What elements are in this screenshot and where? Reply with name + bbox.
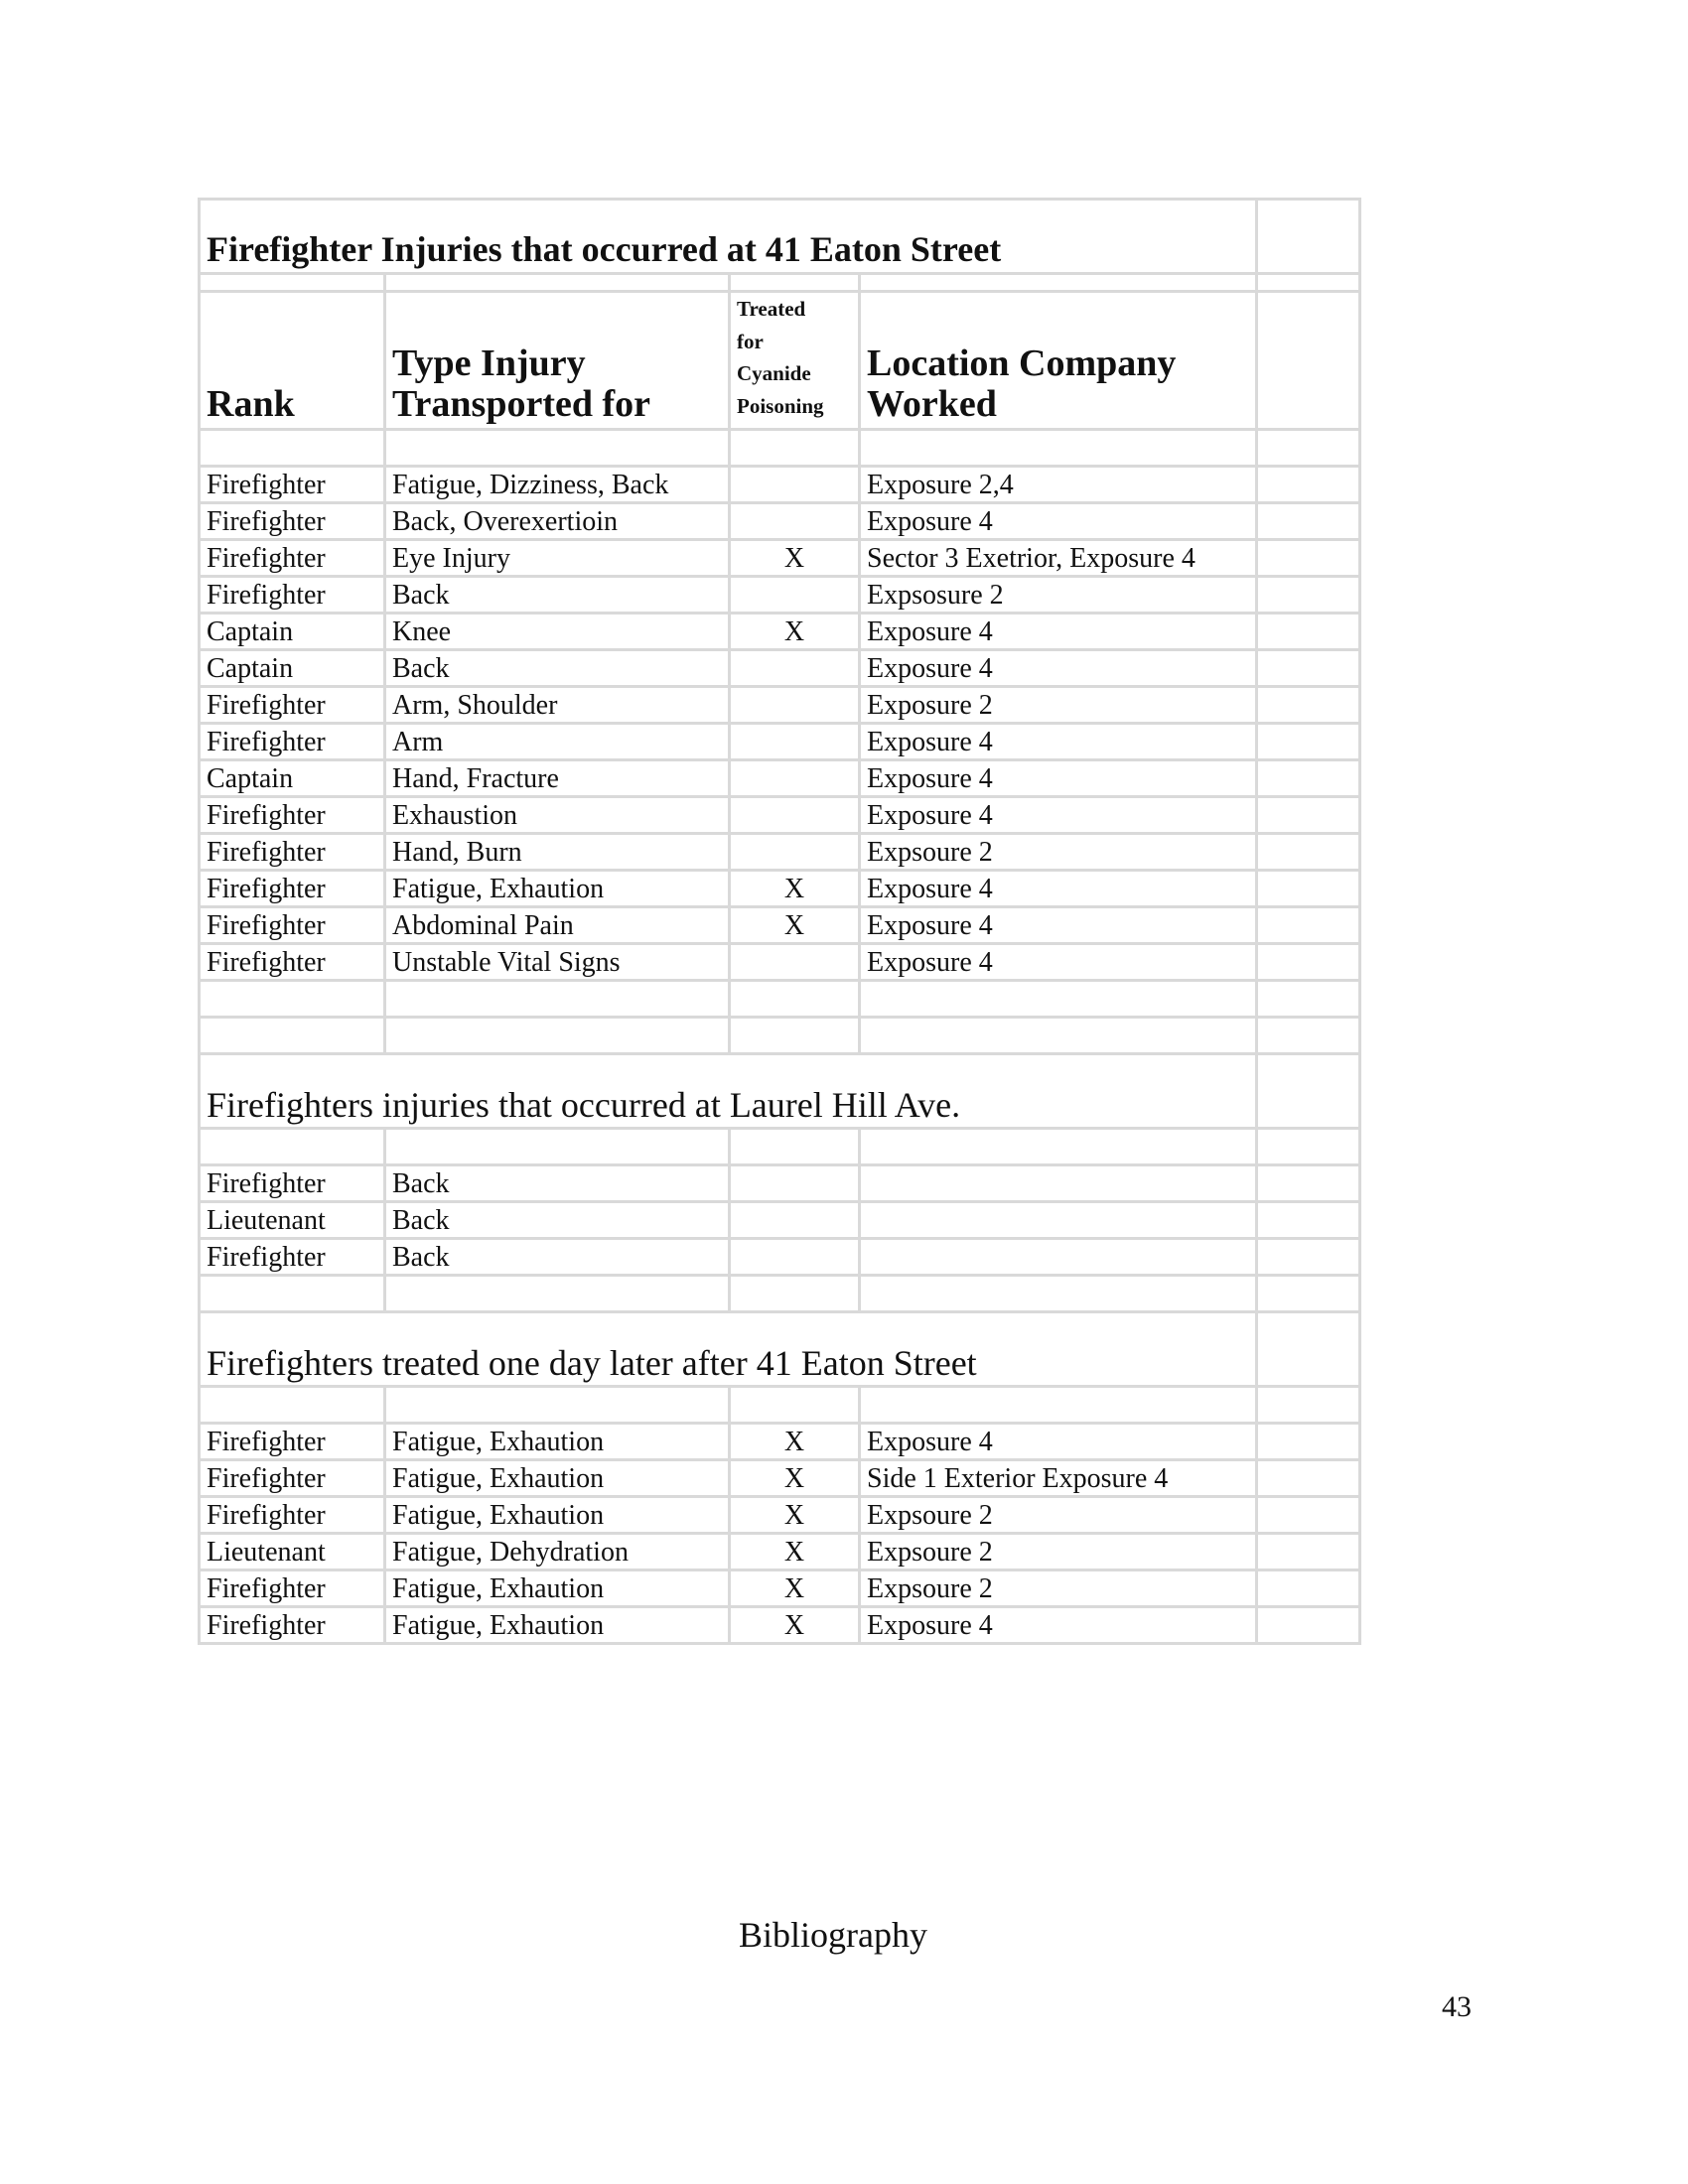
empty-cell xyxy=(1257,274,1360,292)
empty-row xyxy=(200,1387,1360,1424)
table-row xyxy=(200,1570,1360,1607)
table-row xyxy=(200,944,1360,981)
table-row xyxy=(200,1460,1360,1497)
table-row xyxy=(200,687,1360,724)
header-line: for xyxy=(737,329,764,353)
empty-cell xyxy=(1257,200,1360,274)
injury-cell: Knee xyxy=(385,614,730,650)
empty-cell xyxy=(730,430,860,467)
location-cell: Exposure 4 xyxy=(860,944,1257,981)
empty-row xyxy=(200,430,1360,467)
empty-cell xyxy=(1257,834,1360,871)
location-cell xyxy=(860,1239,1257,1276)
empty-cell xyxy=(200,981,385,1018)
empty-cell xyxy=(1257,1202,1360,1239)
injury-table xyxy=(198,198,1361,1645)
table-row xyxy=(200,724,1360,760)
rank-cell: Firefighter xyxy=(200,1460,385,1497)
injury-cell: Hand, Fracture xyxy=(385,760,730,797)
rank-cell: Lieutenant xyxy=(200,1202,385,1239)
cyanide-cell: X xyxy=(730,1607,860,1644)
injury-cell: Arm, Shoulder xyxy=(385,687,730,724)
table-row xyxy=(200,834,1360,871)
empty-row xyxy=(200,981,1360,1018)
empty-cell xyxy=(730,1276,860,1312)
empty-cell xyxy=(730,981,860,1018)
rank-cell: Firefighter xyxy=(200,1607,385,1644)
injury-cell: Abdominal Pain xyxy=(385,907,730,944)
rank-cell: Firefighter xyxy=(200,834,385,871)
empty-cell xyxy=(860,1129,1257,1165)
empty-cell xyxy=(200,274,385,292)
empty-cell xyxy=(1257,1239,1360,1276)
injury-cell: Back, Overexertioin xyxy=(385,503,730,540)
rank-cell: Firefighter xyxy=(200,1570,385,1607)
location-cell: Expsoure 2 xyxy=(860,834,1257,871)
header-line: Poisoning xyxy=(737,393,824,418)
empty-cell xyxy=(1257,1387,1360,1424)
location-cell: Exposure 4 xyxy=(860,1424,1257,1460)
rank-cell: Captain xyxy=(200,650,385,687)
rank-cell: Captain xyxy=(200,614,385,650)
rank-cell: Firefighter xyxy=(200,724,385,760)
empty-cell xyxy=(1257,760,1360,797)
table-row xyxy=(200,614,1360,650)
empty-cell xyxy=(1257,1312,1360,1387)
rank-cell: Captain xyxy=(200,760,385,797)
empty-cell xyxy=(1257,1165,1360,1202)
empty-cell xyxy=(1257,1497,1360,1534)
location-cell: Exposure 4 xyxy=(860,797,1257,834)
injury-cell: Exhaustion xyxy=(385,797,730,834)
cyanide-cell: X xyxy=(730,871,860,907)
empty-cell xyxy=(1257,577,1360,614)
rank-cell: Firefighter xyxy=(200,503,385,540)
cyanide-cell xyxy=(730,1239,860,1276)
empty-cell xyxy=(1257,1460,1360,1497)
injury-cell: Fatigue, Dehydration xyxy=(385,1534,730,1570)
location-cell: Exposure 4 xyxy=(860,503,1257,540)
cyanide-cell xyxy=(730,1202,860,1239)
empty-cell xyxy=(385,274,730,292)
empty-cell xyxy=(860,1387,1257,1424)
empty-cell xyxy=(1257,871,1360,907)
section-title-row xyxy=(200,1312,1360,1387)
empty-cell xyxy=(730,1129,860,1165)
empty-cell xyxy=(860,1276,1257,1312)
table-row xyxy=(200,1424,1360,1460)
header-cyanide xyxy=(730,292,860,430)
cyanide-cell xyxy=(730,467,860,503)
injury-cell: Fatigue, Exhaution xyxy=(385,1460,730,1497)
location-cell: Expsoure 2 xyxy=(860,1570,1257,1607)
cyanide-cell: X xyxy=(730,1424,860,1460)
injury-cell: Fatigue, Exhaution xyxy=(385,871,730,907)
cyanide-cell xyxy=(730,650,860,687)
section-title-row xyxy=(200,200,1360,274)
injury-cell: Back xyxy=(385,577,730,614)
table-row xyxy=(200,797,1360,834)
injury-cell: Back xyxy=(385,1202,730,1239)
rank-cell: Firefighter xyxy=(200,871,385,907)
header-rank: Rank xyxy=(200,292,385,430)
empty-cell xyxy=(385,981,730,1018)
location-cell: Exposure 4 xyxy=(860,1607,1257,1644)
table-row xyxy=(200,871,1360,907)
empty-row xyxy=(200,1276,1360,1312)
table-row xyxy=(200,1239,1360,1276)
empty-cell xyxy=(200,1387,385,1424)
rank-cell: Firefighter xyxy=(200,577,385,614)
cyanide-cell: X xyxy=(730,540,860,577)
location-cell: Expsosure 2 xyxy=(860,577,1257,614)
cyanide-cell: X xyxy=(730,614,860,650)
cyanide-cell xyxy=(730,577,860,614)
empty-cell xyxy=(385,1387,730,1424)
injury-cell: Fatigue, Exhaution xyxy=(385,1497,730,1534)
cyanide-cell: X xyxy=(730,1534,860,1570)
location-cell: Exposure 4 xyxy=(860,650,1257,687)
location-cell xyxy=(860,1202,1257,1239)
empty-cell xyxy=(1257,724,1360,760)
rank-cell: Firefighter xyxy=(200,687,385,724)
empty-cell xyxy=(200,1129,385,1165)
empty-cell xyxy=(860,981,1257,1018)
header-line: Treated xyxy=(737,297,806,321)
injury-cell: Fatigue, Exhaution xyxy=(385,1607,730,1644)
table-row xyxy=(200,1202,1360,1239)
empty-cell xyxy=(1257,1534,1360,1570)
injury-cell: Fatigue, Dizziness, Back xyxy=(385,467,730,503)
empty-cell xyxy=(730,1387,860,1424)
empty-cell xyxy=(1257,614,1360,650)
empty-cell xyxy=(730,1018,860,1054)
empty-cell xyxy=(200,430,385,467)
empty-cell xyxy=(1257,1129,1360,1165)
empty-cell xyxy=(860,274,1257,292)
table-row xyxy=(200,577,1360,614)
location-cell xyxy=(860,1165,1257,1202)
empty-cell xyxy=(1257,430,1360,467)
empty-cell xyxy=(1257,467,1360,503)
header-line: Cyanide xyxy=(737,361,811,386)
section-title: Firefighter Injuries that occurred at 41 Eaton Street xyxy=(200,200,1257,274)
section-title: Firefighters treated one day later after 41 Eaton Street xyxy=(200,1312,1257,1387)
header-location xyxy=(860,292,1257,430)
rank-cell: Firefighter xyxy=(200,1424,385,1460)
empty-cell xyxy=(860,1018,1257,1054)
header-line: Type Injury xyxy=(392,341,586,384)
rank-cell: Firefighter xyxy=(200,1165,385,1202)
cyanide-cell: X xyxy=(730,1570,860,1607)
table-row xyxy=(200,467,1360,503)
table-row xyxy=(200,1497,1360,1534)
empty-row xyxy=(200,1018,1360,1054)
table-row xyxy=(200,1607,1360,1644)
empty-row xyxy=(200,274,1360,292)
cyanide-cell xyxy=(730,724,860,760)
location-cell: Exposure 2 xyxy=(860,687,1257,724)
location-cell: Expsoure 2 xyxy=(860,1534,1257,1570)
cyanide-cell xyxy=(730,797,860,834)
section-title-row xyxy=(200,1054,1360,1129)
cyanide-cell xyxy=(730,944,860,981)
empty-cell xyxy=(1257,503,1360,540)
cyanide-cell: X xyxy=(730,907,860,944)
cyanide-cell: X xyxy=(730,1497,860,1534)
rank-cell: Lieutenant xyxy=(200,1534,385,1570)
injury-cell: Back xyxy=(385,650,730,687)
cyanide-cell xyxy=(730,503,860,540)
empty-cell xyxy=(1257,797,1360,834)
location-cell: Sector 3 Exetrior, Exposure 4 xyxy=(860,540,1257,577)
table-row xyxy=(200,760,1360,797)
location-cell: Exposure 4 xyxy=(860,871,1257,907)
location-cell: Expsoure 2 xyxy=(860,1497,1257,1534)
empty-cell xyxy=(1257,1018,1360,1054)
cyanide-cell xyxy=(730,1165,860,1202)
location-cell: Side 1 Exterior Exposure 4 xyxy=(860,1460,1257,1497)
empty-cell xyxy=(730,274,860,292)
header-row xyxy=(200,292,1360,430)
empty-cell xyxy=(385,1129,730,1165)
table-row xyxy=(200,907,1360,944)
table-row xyxy=(200,1534,1360,1570)
empty-cell xyxy=(1257,944,1360,981)
location-cell: Exposure 4 xyxy=(860,724,1257,760)
empty-cell xyxy=(200,1276,385,1312)
rank-cell: Firefighter xyxy=(200,1497,385,1534)
empty-cell xyxy=(385,1018,730,1054)
header-line: Transported for xyxy=(392,383,650,426)
table-row xyxy=(200,540,1360,577)
injury-cell: Hand, Burn xyxy=(385,834,730,871)
header-line: Worked xyxy=(867,383,997,426)
injury-cell: Arm xyxy=(385,724,730,760)
empty-cell xyxy=(200,1018,385,1054)
table-row xyxy=(200,503,1360,540)
empty-cell xyxy=(385,430,730,467)
location-cell: Exposure 4 xyxy=(860,614,1257,650)
empty-cell xyxy=(1257,1054,1360,1129)
rank-cell: Firefighter xyxy=(200,797,385,834)
injury-cell: Eye Injury xyxy=(385,540,730,577)
injury-cell: Fatigue, Exhaution xyxy=(385,1570,730,1607)
empty-row xyxy=(200,1129,1360,1165)
location-cell: Exposure 4 xyxy=(860,907,1257,944)
rank-cell: Firefighter xyxy=(200,1239,385,1276)
empty-cell xyxy=(1257,1424,1360,1460)
injury-cell: Fatigue, Exhaution xyxy=(385,1424,730,1460)
cyanide-cell xyxy=(730,760,860,797)
header-type-injury xyxy=(385,292,730,430)
table-row xyxy=(200,650,1360,687)
location-cell: Exposure 4 xyxy=(860,760,1257,797)
rank-cell: Firefighter xyxy=(200,907,385,944)
page-number: 43 xyxy=(1442,1990,1472,2023)
rank-cell: Firefighter xyxy=(200,944,385,981)
location-cell: Exposure 2,4 xyxy=(860,467,1257,503)
section-title: Firefighters injuries that occurred at Laurel Hill Ave. xyxy=(200,1054,1257,1129)
cyanide-cell xyxy=(730,834,860,871)
cyanide-cell xyxy=(730,687,860,724)
injury-cell: Back xyxy=(385,1165,730,1202)
injury-cell: Unstable Vital Signs xyxy=(385,944,730,981)
bibliography-heading: Bibliography xyxy=(739,1915,927,1955)
table-row xyxy=(200,1165,1360,1202)
empty-cell xyxy=(1257,687,1360,724)
empty-cell xyxy=(1257,981,1360,1018)
rank-cell: Firefighter xyxy=(200,540,385,577)
empty-cell xyxy=(385,1276,730,1312)
empty-cell xyxy=(1257,540,1360,577)
empty-cell xyxy=(1257,650,1360,687)
rank-cell: Firefighter xyxy=(200,467,385,503)
empty-cell xyxy=(860,430,1257,467)
header-line: Location Company xyxy=(867,341,1177,384)
empty-cell xyxy=(1257,907,1360,944)
empty-cell xyxy=(1257,1607,1360,1644)
empty-cell xyxy=(1257,1276,1360,1312)
cyanide-cell: X xyxy=(730,1460,860,1497)
empty-cell xyxy=(1257,1570,1360,1607)
injury-cell: Back xyxy=(385,1239,730,1276)
empty-cell xyxy=(1257,292,1360,430)
